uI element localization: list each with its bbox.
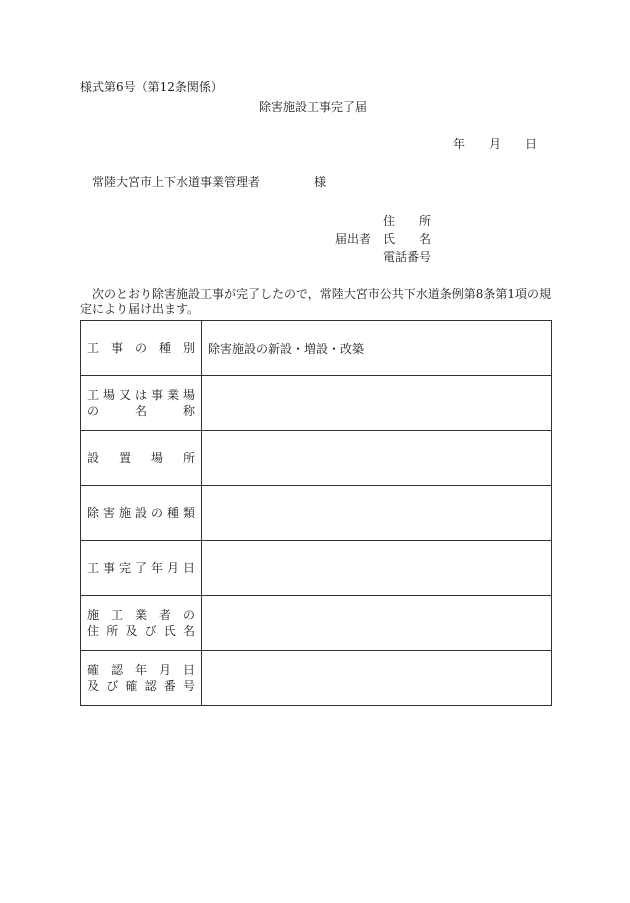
form-table (80, 320, 552, 706)
date-month: 月 (489, 137, 502, 151)
row-label-line: 工事の種別 (87, 341, 195, 355)
addressee (92, 175, 326, 189)
applicant-block (335, 212, 431, 266)
row-label-line: 確認年月日 (87, 663, 195, 677)
row-label-line: 除害施設の種類 (87, 506, 195, 520)
row-value[interactable] (202, 486, 552, 541)
row-label (81, 376, 202, 431)
row-label-line: 施工業者の (87, 608, 195, 622)
table-row (81, 486, 552, 541)
row-value[interactable] (202, 541, 552, 596)
row-label-line: 設置場所 (87, 451, 195, 465)
row-label-line: 住所及び氏名 (87, 624, 195, 638)
table-row (81, 431, 552, 486)
row-label (81, 431, 202, 486)
row-value[interactable] (202, 376, 552, 431)
row-label-line: 及び確認番号 (87, 679, 195, 693)
form-number: 様式第6号（第12条関係） (80, 80, 223, 94)
table-row (81, 376, 552, 431)
row-value[interactable] (202, 596, 552, 651)
name-label: 氏 名 (383, 232, 431, 246)
addressee-name: 常陸大宮市上下水道事業管理者 (92, 175, 261, 189)
row-label (81, 321, 202, 376)
table-row (81, 541, 552, 596)
date-day: 日 (525, 137, 538, 151)
table-row (81, 321, 552, 376)
date-line (453, 137, 537, 151)
address-label: 住 所 (383, 214, 431, 228)
row-label (81, 596, 202, 651)
body-text: 次のとおり除害施設工事が完了したので，常陸大宮市公共下水道条例第8条第1項の規定により届け出ます。 (80, 287, 552, 316)
row-label (81, 486, 202, 541)
row-value[interactable] (202, 431, 552, 486)
row-label (81, 651, 202, 706)
phone-label: 電話番号 (383, 250, 432, 264)
document-title: 除害施設工事完了届 (259, 100, 368, 114)
addressee-honorific: 様 (314, 175, 327, 189)
row-label-line: の名称 (87, 404, 195, 418)
row-label (81, 541, 202, 596)
row-label-line: 工場又は事業場 (87, 388, 195, 402)
row-label-line: 工事完了年月日 (87, 561, 195, 575)
date-year: 年 (453, 137, 466, 151)
row-value[interactable] (202, 651, 552, 706)
table-row (81, 596, 552, 651)
applicant-heading: 届出者 (335, 232, 372, 246)
table-row (81, 651, 552, 706)
row-value[interactable]: 除害施設の新設・増設・改築 (202, 321, 552, 376)
